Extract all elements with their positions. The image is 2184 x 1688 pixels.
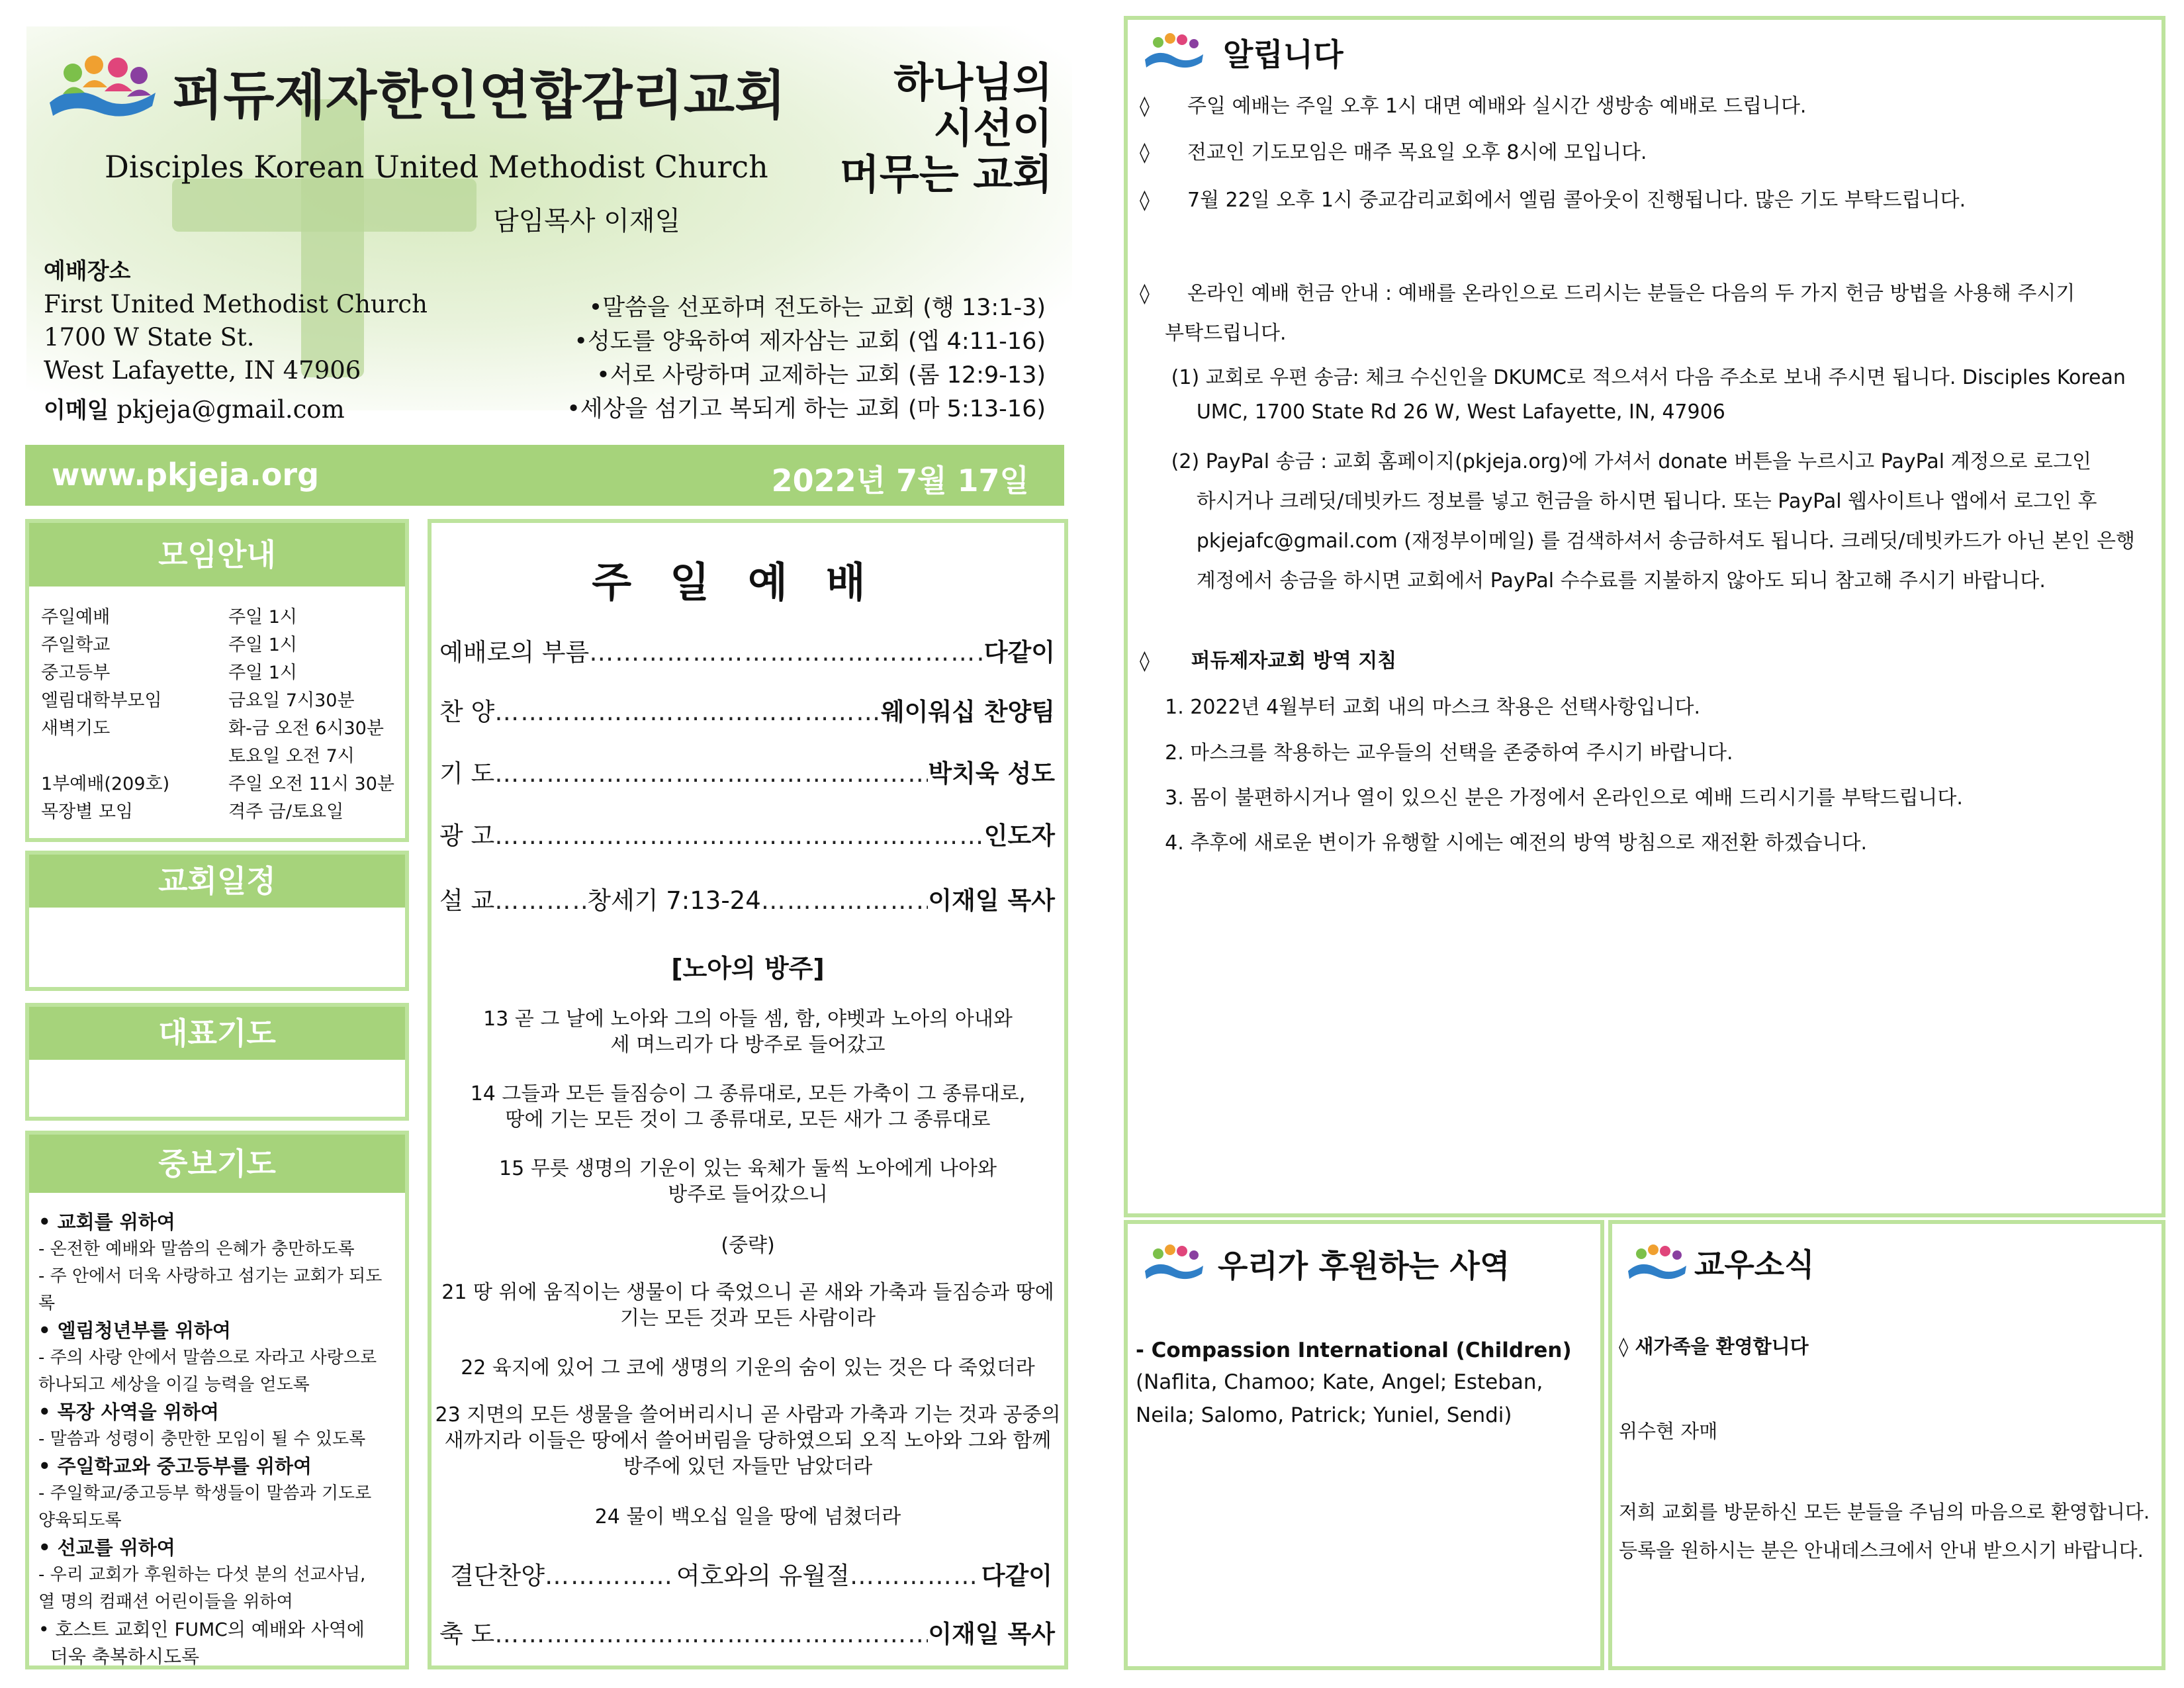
meeting-row bbox=[41, 687, 394, 715]
notice-line: 4. 추후에 새로운 변이가 유행할 시에는 예전의 방역 방침으로 재전환 하겠습니다. bbox=[1140, 831, 1868, 855]
intercession-heading: • 목장 사역을 위하여 bbox=[38, 1401, 219, 1423]
sermon-title: [노아의 방주] bbox=[671, 954, 825, 983]
church-slogan bbox=[774, 60, 1052, 197]
intercession-item: • 호스트 교회인 FUMC의 예배와 사역에 bbox=[38, 1618, 365, 1640]
notice-line: 하시거나 크레딧/데빗카드 정보를 넣고 헌금을 하시면 됩니다. 또는 PayPal 웹사이트나 앱에서 로그인 후 bbox=[1140, 490, 2097, 513]
slogan-line: 시선이 bbox=[933, 104, 1052, 153]
support-line: (Naflita, Chamoo; Kate, Angel; Esteban, bbox=[1136, 1370, 1543, 1394]
meeting-name: 주일예배 bbox=[41, 607, 111, 628]
representative-prayer-box bbox=[25, 1003, 409, 1121]
service-item bbox=[439, 816, 1055, 851]
scripture-verse bbox=[433, 1006, 1062, 1058]
service-item-label: 예배로의 부름 bbox=[439, 638, 590, 667]
intercession-item: 열 명의 컴패션 어린이들을 위하여 bbox=[38, 1592, 293, 1612]
people-logo-icon bbox=[1627, 1243, 1688, 1283]
notice-line: UMC, 1700 State Rd 26 W, West Lafayette, IN, 47906 bbox=[1140, 400, 1725, 424]
notices-title: 알립니다 bbox=[1223, 37, 1343, 73]
notice-line: 부탁드립니다. bbox=[1140, 322, 1287, 345]
support-line: - Compassion International (Children) bbox=[1136, 1338, 1572, 1362]
verse-line: 22 육지에 있어 그 코에 생명의 기운의 숨이 있는 것은 다 죽었더라 bbox=[461, 1356, 1035, 1380]
service-item bbox=[439, 1614, 1055, 1650]
meeting-row bbox=[41, 798, 394, 826]
notice-line: ◊ 7월 22일 오후 1시 중교감리교회에서 엘림 콜아웃이 진행됩니다. 많은 기도 부탁드립니다. bbox=[1140, 189, 1966, 212]
meeting-name: 1부예배(209호) bbox=[41, 774, 170, 794]
notice-line: ◊ 온라인 예배 헌금 안내 : 예배를 온라인으로 드리시는 분들은 다음의 두 가지 헌금 방법을 사용해 주시기 bbox=[1140, 282, 2075, 305]
intercession-item: 양육되도록 bbox=[38, 1511, 122, 1530]
sermon-scripture: 창세기 7:13-24 bbox=[587, 886, 761, 915]
address-line: First United Methodist Church bbox=[44, 290, 428, 318]
church-logo-icon bbox=[46, 53, 159, 126]
intercession-heading: • 엘림청년부를 위하여 bbox=[38, 1319, 231, 1342]
verse-line: 새까지라 이들은 땅에서 쓸어버림을 당하였으되 오직 노아와 그와 함께 bbox=[444, 1429, 1052, 1452]
service-item-label: 광 고 bbox=[439, 821, 495, 850]
service-item bbox=[439, 692, 1055, 727]
service-item-label: 기 도 bbox=[439, 759, 495, 788]
verse-line: 23 지면의 모든 생물을 쓸어버리시니 곧 사람과 가축과 기는 것과 공중의 bbox=[435, 1403, 1061, 1427]
intercession-heading: • 주일학교와 중고등부를 위하여 bbox=[38, 1455, 312, 1477]
visitor-welcome-line: 저희 교회를 방문하신 모든 분들을 주님의 마음으로 환영합니다. bbox=[1619, 1501, 2150, 1523]
address-line: West Lafayette, IN 47906 bbox=[44, 355, 361, 385]
intercession-list bbox=[38, 1209, 398, 1670]
notice-line: ◊ 전교인 기도모임은 매주 목요일 오후 8시에 모입니다. bbox=[1140, 141, 1647, 164]
intercession-item: 더욱 축복하시도록 bbox=[38, 1646, 200, 1667]
intercession-heading: • 교회를 위하여 bbox=[38, 1211, 175, 1233]
church-schedule-box bbox=[25, 851, 409, 991]
meeting-time: 주일 1시 bbox=[228, 635, 298, 655]
intercession-title: 중보기도 bbox=[29, 1135, 405, 1193]
notice-line: (1) 교회로 우편 송금: 체크 수신인을 DKUMC로 적으셔서 다음 주소로 보내 주시면 됩니다. Disciples Korean bbox=[1140, 366, 2126, 389]
meetings-list bbox=[41, 604, 394, 826]
meeting-row bbox=[41, 632, 394, 659]
notice-line: 2. 마스크를 착용하는 교우들의 선택을 존중하여 주시기 바랍니다. bbox=[1140, 741, 1733, 765]
verse-line: 방주에 있던 자들만 남았더라 bbox=[623, 1455, 873, 1478]
notice-line: 계정에서 송금을 하시면 교회에서 PayPal 수수료를 지불하지 않아도 되니 참고해 주시기 바랍니다. bbox=[1140, 569, 2046, 592]
people-logo-icon bbox=[1144, 32, 1205, 71]
verse-line: 14 그들과 모든 들짐승이 그 종류대로, 모든 가축이 그 종류대로, bbox=[470, 1082, 1026, 1105]
service-item-leader: 박치욱 성도 bbox=[928, 759, 1055, 788]
scripture-verse bbox=[433, 1280, 1062, 1331]
service-item bbox=[439, 632, 1055, 668]
intercession-item: - 말씀과 성령이 충만한 모임이 될 수 있도록 bbox=[38, 1429, 366, 1449]
supported-ministries-box bbox=[1124, 1220, 1604, 1670]
support-title: 우리가 후원하는 사역 bbox=[1218, 1248, 1510, 1285]
slogan-line: 머무는 교회 bbox=[839, 150, 1052, 199]
verse-line: 땅에 기는 모든 것이 그 종류대로, 모든 새가 그 종류대로 bbox=[505, 1108, 991, 1131]
service-item-label: 결단찬양 bbox=[450, 1562, 545, 1590]
worship-place-label: 예배장소 bbox=[44, 258, 131, 285]
service-item-leader: 다같이 bbox=[981, 1562, 1053, 1590]
verse-line: 24 물이 백오십 일을 땅에 넘쳤더라 bbox=[594, 1505, 901, 1528]
notice-line: pkjejafc@gmail.com (재정부이메일) 를 검색하셔서 송금하셔도 됩니다. 크레딧/데빗카드가 아닌 본인 은행 bbox=[1140, 530, 2135, 553]
welcome-new-family: ◊ 새가족을 환영합니다 bbox=[1619, 1335, 1809, 1358]
member-news-box bbox=[1608, 1220, 2165, 1670]
email-row bbox=[44, 392, 345, 424]
verse-line: 세 며느리가 다 방주로 들어갔고 bbox=[610, 1033, 886, 1056]
meeting-name: 중고등부 bbox=[41, 663, 111, 683]
intercession-item: - 온전한 예배와 말씀의 은혜가 충만하도록 bbox=[38, 1239, 355, 1259]
church-name-english: Disciples Korean United Methodist Church bbox=[105, 149, 768, 185]
scripture-verse bbox=[433, 1402, 1062, 1479]
visitor-welcome-line: 등록을 원하시는 분은 안내데스크에서 안내 받으시기 바랍니다. bbox=[1619, 1539, 2144, 1562]
meeting-time: 주일 오전 11시 30분 bbox=[228, 774, 394, 794]
church-name-korean: 퍼듀제자한인연합감리교회 bbox=[172, 65, 786, 126]
meeting-time: 격주 금/토요일 bbox=[228, 802, 344, 822]
meeting-time: 토요일 오전 7시 bbox=[228, 746, 355, 767]
service-item-leader: 다같이 bbox=[983, 638, 1055, 667]
mission-line: •말씀을 선포하며 전도하는 교회 (행 13:1-3) bbox=[588, 295, 1046, 321]
worship-place-address bbox=[44, 288, 428, 387]
verse-line: 21 땅 위에 움직이는 생물이 다 죽었으니 곧 새와 가축과 들짐승과 땅에 bbox=[441, 1281, 1054, 1304]
new-family-name: 위수현 자매 bbox=[1619, 1420, 1718, 1442]
service-item bbox=[450, 1556, 1052, 1591]
intercession-item: - 주의 사랑 안에서 말씀으로 자라고 사랑으로 bbox=[38, 1348, 377, 1368]
mission-statements bbox=[556, 291, 1046, 426]
bulletin-date: 2022년 7월 17일 bbox=[771, 463, 1029, 498]
service-item-leader: 웨이워십 찬양팀 bbox=[880, 698, 1055, 726]
scripture-verse bbox=[433, 1504, 1062, 1530]
slogan-line: 하나님의 bbox=[893, 58, 1052, 107]
service-item-label: 축 도 bbox=[439, 1620, 495, 1648]
intercession-item: - 주일학교/중고등부 학생들이 말씀과 기도로 bbox=[38, 1483, 372, 1503]
verse-line: 13 곧 그 날에 노아와 그의 아들 셈, 함, 야벳과 노아의 아내와 bbox=[483, 1008, 1013, 1031]
meeting-name bbox=[41, 743, 228, 771]
notice-line: 1. 2022년 4월부터 교회 내의 마스크 착용은 선택사항입니다. bbox=[1140, 696, 1701, 719]
meeting-row bbox=[41, 659, 394, 687]
scripture-verse bbox=[433, 1081, 1062, 1133]
meeting-time: 주일 1시 bbox=[228, 663, 298, 683]
scripture-omission bbox=[433, 1233, 1062, 1258]
service-title: 주일예배 bbox=[592, 558, 904, 606]
verse-line: 15 무릇 생명의 기운이 있는 육체가 둘씩 노아에게 나아와 bbox=[498, 1157, 997, 1180]
rep-prayer-title: 대표기도 bbox=[29, 1007, 405, 1060]
mission-line: •세상을 섬기고 복되게 하는 교회 (마 5:13-16) bbox=[567, 396, 1046, 423]
meetings-box bbox=[25, 519, 409, 842]
website-link[interactable]: www.pkjeja.org bbox=[52, 457, 320, 492]
meeting-name: 엘림대학부모임 bbox=[41, 690, 162, 711]
people-logo-icon bbox=[1144, 1243, 1205, 1283]
notice-line: 3. 몸이 불편하시거나 열이 있으신 분은 가정에서 온라인으로 예배 드리시기를 부탁드립니다. bbox=[1140, 786, 1963, 810]
service-item-label: 찬 양 bbox=[439, 698, 495, 726]
intercession-heading: • 선교를 위하여 bbox=[38, 1536, 175, 1559]
meeting-name: 새벽기도 bbox=[41, 718, 111, 739]
meeting-time: 주일 1시 bbox=[228, 607, 298, 628]
meeting-name: 주일학교 bbox=[41, 635, 111, 655]
support-line: Neila; Salomo, Patrick; Yuniel, Sendi) bbox=[1136, 1403, 1512, 1427]
closing-hymn-title: 여호와의 유월절 bbox=[676, 1562, 850, 1590]
meeting-time: 금요일 7시30분 bbox=[228, 690, 355, 711]
email-label: 이메일 bbox=[44, 397, 109, 424]
mission-line: •서로 사랑하며 교제하는 교회 (롬 12:9-13) bbox=[596, 362, 1046, 389]
meeting-row bbox=[41, 604, 394, 632]
meeting-name: 목장별 모임 bbox=[41, 802, 133, 822]
intercession-item: - 우리 교회가 후원하는 다섯 분의 선교사님, bbox=[38, 1565, 366, 1585]
intercession-box bbox=[25, 1131, 409, 1669]
meetings-title: 모임안내 bbox=[29, 523, 405, 586]
service-item-label: 설 교 bbox=[439, 886, 495, 915]
scripture-verse bbox=[433, 1156, 1062, 1207]
notice-line: ◊ 퍼듀제자교회 방역 지침 bbox=[1140, 649, 1397, 673]
meeting-row bbox=[41, 743, 394, 771]
notice-line: (2) PayPal 송금 : 교회 홈페이지(pkjeja.org)에 가셔서 donate 버튼을 누르시고 PayPal 계정으로 로그인 bbox=[1140, 450, 2091, 473]
verse-line: 기는 모든 것과 모든 사람이라 bbox=[620, 1307, 876, 1330]
service-item-leader: 이재일 목사 bbox=[928, 886, 1055, 915]
verse-line: 방주로 들어갔으니 bbox=[668, 1183, 828, 1206]
service-item bbox=[439, 753, 1055, 789]
verse-line: (중략) bbox=[721, 1234, 775, 1257]
service-item bbox=[439, 880, 1055, 916]
cross-horizontal bbox=[172, 179, 477, 232]
senior-pastor: 담임목사 이재일 bbox=[493, 206, 681, 236]
schedule-title: 교회일정 bbox=[29, 855, 405, 908]
service-item-leader: 이재일 목사 bbox=[928, 1620, 1055, 1648]
address-line: 1700 W State St. bbox=[44, 322, 255, 352]
meeting-row bbox=[41, 715, 394, 743]
meeting-time: 화-금 오전 6시30분 bbox=[228, 718, 384, 739]
member-news-title: 교우소식 bbox=[1694, 1247, 1815, 1284]
mission-line: •성도를 양육하여 제자삼는 교회 (엡 4:11-16) bbox=[574, 328, 1046, 355]
notice-line: ◊ 주일 예배는 주일 오후 1시 대면 예배와 실시간 생방송 예배로 드립니다. bbox=[1140, 95, 1807, 118]
scripture-verse bbox=[433, 1355, 1062, 1381]
service-item-leader: 인도자 bbox=[983, 821, 1055, 850]
intercession-item: 하나되고 세상을 이길 능력을 얻도록 bbox=[38, 1375, 310, 1395]
meeting-row bbox=[41, 771, 394, 798]
intercession-item: - 주 안에서 더욱 사랑하고 섬기는 교회가 되도록 bbox=[38, 1266, 383, 1313]
email-address[interactable]: pkjeja@gmail.com bbox=[116, 395, 345, 424]
